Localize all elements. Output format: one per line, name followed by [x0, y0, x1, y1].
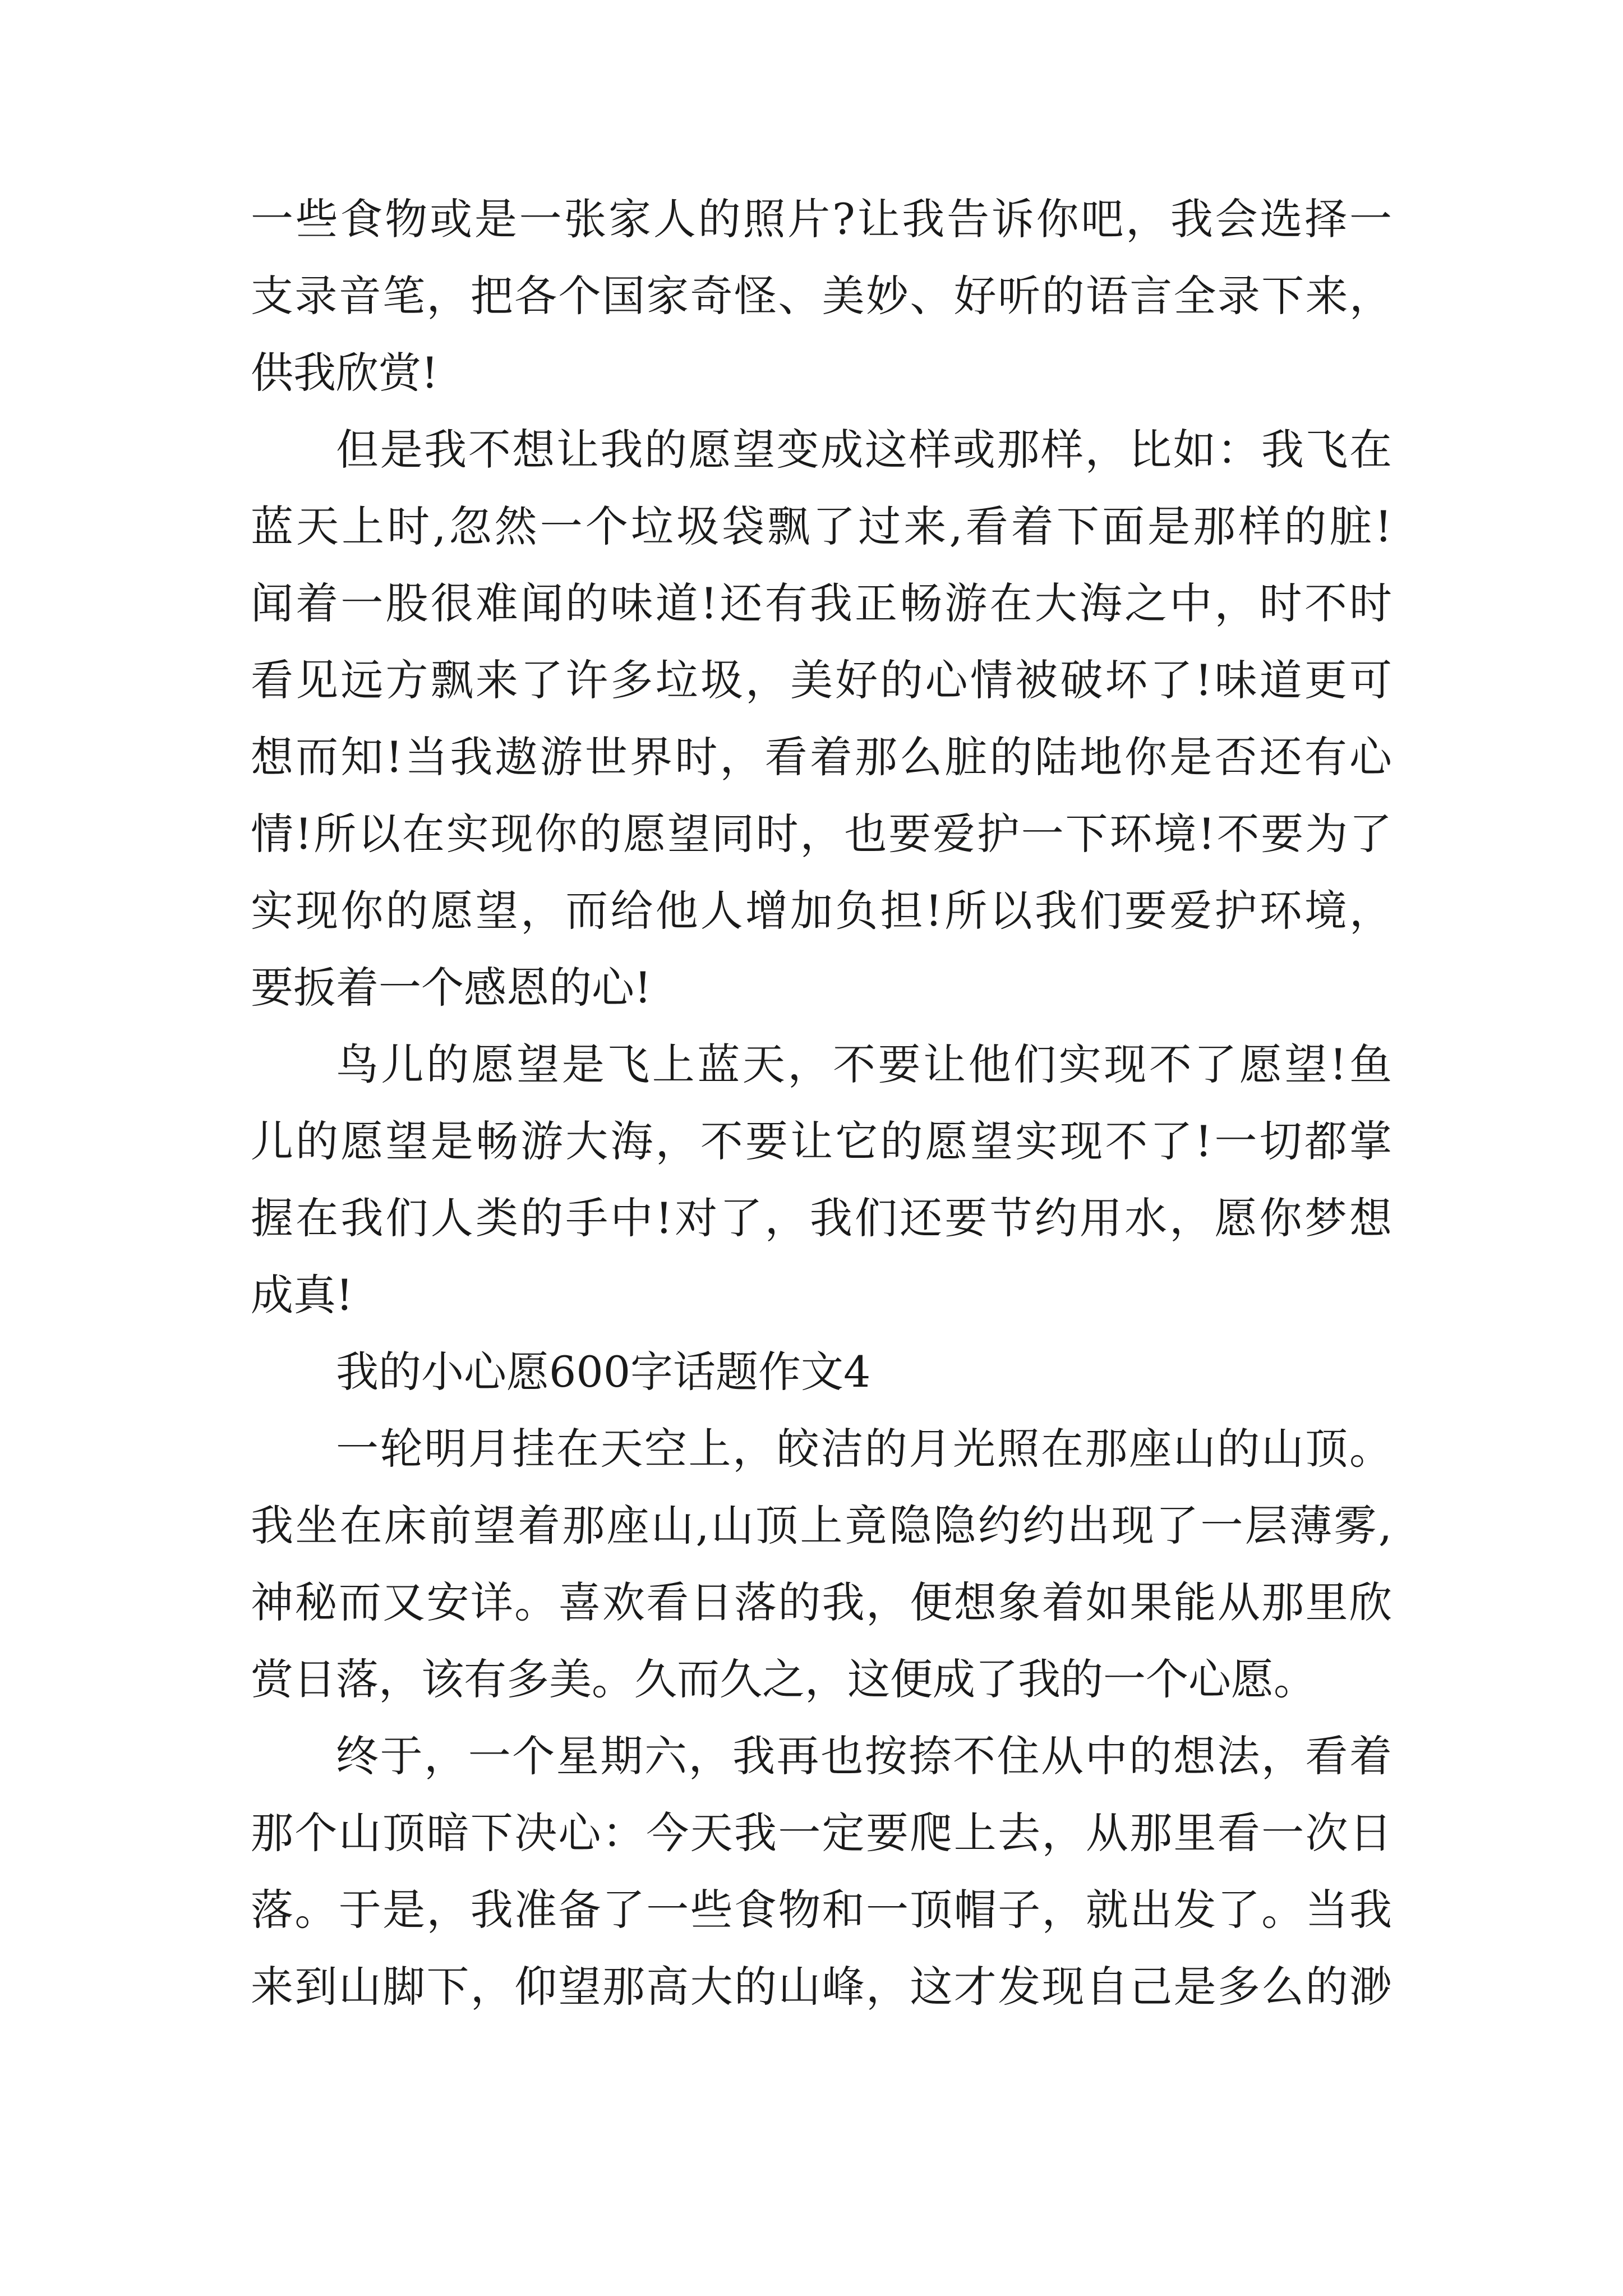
text-line: 但是我不想让我的愿望变成这样或那样，比如：我飞在 — [336, 425, 1392, 475]
text-line: 鸟儿的愿望是飞上蓝天，不要让他们实现不了愿望!鱼 — [336, 1039, 1392, 1089]
text-line: 落。于是，我准备了一些食物和一顶帽子，就出发了。当我 — [251, 1885, 1392, 1935]
text-line: 供我欣赏! — [251, 348, 439, 398]
text-line: 想而知!当我遨游世界时，看着那么脏的陆地你是否还有心 — [251, 732, 1392, 782]
text-line: 神秘而又安详。喜欢看日落的我，便想象着如果能从那里欣 — [251, 1577, 1392, 1627]
text-line: 闻着一股很难闻的味道!还有我正畅游在大海之中，时不时 — [251, 578, 1392, 628]
text-line: 一轮明月挂在天空上，皎洁的月光照在那座山的山顶。 — [336, 1424, 1392, 1474]
text-line: 来到山脚下，仰望那高大的山峰，这才发现自己是多么的渺 — [251, 1962, 1392, 2012]
text-line: 我坐在床前望着那座山,山顶上竟隐隐约约出现了一层薄雾, — [251, 1501, 1392, 1550]
text-line: 儿的愿望是畅游大海，不要让它的愿望实现不了!一切都掌 — [251, 1116, 1392, 1166]
text-line: 成真! — [251, 1270, 353, 1320]
body-text — [251, 181, 1392, 2025]
text-line: 实现你的愿望，而给他人增加负担!所以我们要爱护环境， — [251, 886, 1392, 936]
text-line: 一些食物或是一张家人的照片?让我告诉你吧，我会选择一 — [251, 194, 1392, 244]
text-line: 支录音笔，把各个国家奇怪、美妙、好听的语言全录下来， — [251, 271, 1392, 321]
text-line: 看见远方飘来了许多垃圾，美好的心情被破坏了!味道更可 — [251, 655, 1392, 705]
text-line: 赏日落，该有多美。久而久之，这便成了我的一个心愿。 — [251, 1654, 1316, 1704]
text-line: 蓝天上时,忽然一个垃圾袋飘了过来,看着下面是那样的脏! — [251, 501, 1392, 551]
text-line: 握在我们人类的手中!对了，我们还要节约用水，愿你梦想 — [251, 1193, 1392, 1243]
text-line: 终于，一个星期六，我再也按捺不住从中的想法，看着 — [336, 1731, 1392, 1781]
text-line: 那个山顶暗下决心：今天我一定要爬上去，从那里看一次日 — [251, 1808, 1392, 1858]
text-line: 我的小心愿600字话题作文4 — [336, 1347, 871, 1397]
text-line: 要扳着一个感恩的心! — [251, 963, 652, 1013]
text-line: 情!所以在实现你的愿望同时，也要爱护一下环境!不要为了 — [251, 809, 1392, 859]
